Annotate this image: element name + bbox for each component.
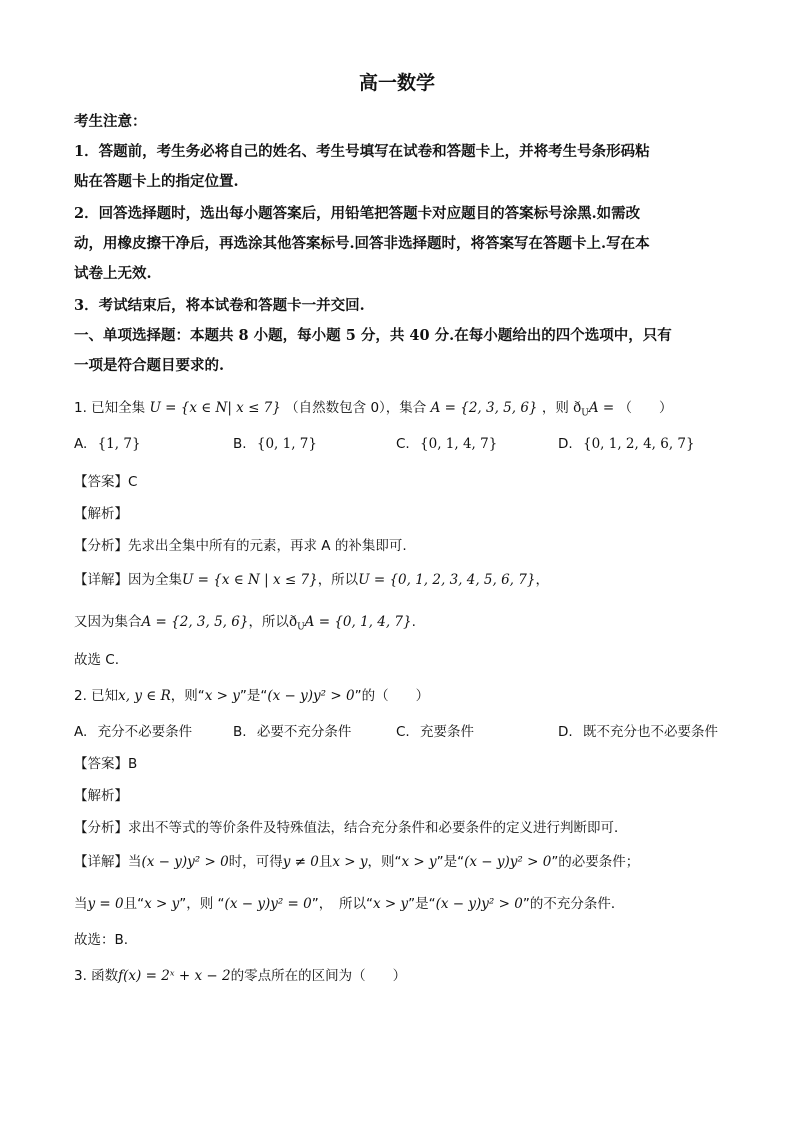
q1-prefix: 1. 已知全集 [74, 400, 146, 416]
xiangjie-tag: 【详解】 [74, 854, 128, 870]
option-label: B. [233, 724, 247, 740]
option-text: 充要条件 [420, 724, 475, 740]
page-title: 高一数学 [358, 72, 435, 94]
text: ”，则 “ [179, 896, 225, 912]
question-3-stem [74, 966, 720, 986]
option-text: 必要不充分条件 [256, 724, 352, 740]
xiangjie-tag: 【详解】 [74, 572, 128, 588]
option-text: {0, 1, 7} [256, 436, 317, 452]
option-text: 充分不必要条件 [97, 724, 193, 740]
text: ，所以 [317, 572, 359, 588]
text: ”的（ ） [354, 688, 430, 704]
text: 3. 函数 [74, 968, 119, 984]
notice-item-2-line-2: 动，用橡皮擦干净后，再选涂其他答案标号.回答非选择题时，将答案写在答题卡上.写在本 [74, 235, 650, 252]
q1-option-c [396, 434, 497, 454]
section-1-line-2: 一项是符合题目要求的. [74, 357, 225, 374]
text: 2. 已知 [74, 688, 119, 704]
math: U = {x ∈ N | x ≤ 7} [182, 572, 318, 588]
text: ，则“ [170, 688, 205, 704]
q1-complement-sub: U [581, 408, 589, 419]
question-1-stem [74, 398, 720, 424]
q1-analysis-tag: 【解析】 [74, 506, 128, 522]
complement-sub: U [297, 622, 305, 633]
notice-heading: 考生注意： [74, 113, 147, 130]
notice-item-1-line-1: 1．答题前，考生务必将自己的姓名、考生号填写在试卷和答题卡上，并将考生号条形码粘 [74, 143, 650, 160]
text: 时，可得 [228, 854, 283, 870]
fenxi-tag: 【分析】 [74, 538, 128, 554]
text: ”是“ [239, 688, 268, 704]
option-label: A. [74, 436, 88, 452]
q2-xiangjie-line-2 [74, 894, 720, 914]
q1-conclusion: 故选 C. [74, 652, 120, 668]
q2-xiangjie-line-1 [74, 852, 720, 872]
notice-item-3: 3．考试结束后，将本试卷和答题卡一并交回. [74, 297, 365, 314]
math: f(x) = 2ˣ + x − 2 [118, 968, 231, 984]
text: 且“ [123, 896, 145, 912]
answer-tag: 【答案】 [74, 474, 128, 490]
option-label: A. [74, 724, 88, 740]
text: . [411, 614, 416, 630]
fenxi-text: 先求出全集中所有的元素，再求 A 的补集即可. [128, 538, 407, 554]
q1-note: （自然数包含 0），集合 [285, 400, 427, 416]
math: y ≠ 0 [282, 854, 319, 870]
option-text: {1, 7} [97, 436, 141, 452]
q1-set-a: A = {2, 3, 5, 6} [430, 400, 538, 416]
option-label: C. [396, 436, 410, 452]
option-text: {0, 1, 2, 4, 6, 7} [582, 436, 695, 452]
math: (x − y)y² > 0 [464, 854, 552, 870]
math: U = {0, 1, 2, 3, 4, 5, 6, 7} [358, 572, 536, 588]
text: 且 [318, 854, 333, 870]
math: x > y [332, 854, 368, 870]
text: ， [535, 572, 549, 588]
option-text: 既不充分也不必要条件 [582, 724, 718, 740]
q2-fenxi [74, 818, 720, 838]
option-label: B. [233, 436, 247, 452]
q2-option-c [396, 722, 474, 742]
question-2-stem [74, 686, 720, 706]
answer-tag: 【答案】 [74, 756, 128, 772]
math: x > y [144, 896, 180, 912]
math: x > y [401, 854, 437, 870]
text: 当 [74, 896, 88, 912]
text: 的零点所在的区间为（ ） [230, 968, 407, 984]
section-1-line-1: 一、单项选择题：本题共 8 小题，每小题 5 分，共 40 分.在每小题给出的四个选项中，只有 [74, 327, 672, 344]
option-text: {0, 1, 4, 7} [420, 436, 498, 452]
text: ，则“ [367, 854, 402, 870]
q1-option-a [74, 434, 141, 454]
math: A = {0, 1, 4, 7} [304, 614, 412, 630]
math: x, y ∈ R [118, 688, 171, 704]
text: 因为全集 [128, 572, 182, 588]
q1-fenxi [74, 536, 720, 556]
option-label: D. [558, 724, 573, 740]
complement-symbol: ð [288, 614, 298, 630]
q2-conclusion: 故选：B. [74, 932, 129, 948]
text: ”的必要条件； [551, 854, 640, 870]
q2-option-a [74, 722, 192, 742]
q1-option-d [558, 434, 695, 454]
q1-complement-tail: A = [588, 400, 615, 416]
q1-xiangjie-line-2 [74, 612, 720, 638]
text: ”的不充分条件． [522, 896, 625, 912]
q2-analysis-tag: 【解析】 [74, 788, 128, 804]
text: 又因为集合 [74, 614, 142, 630]
q2-option-d [558, 722, 718, 742]
option-label: D. [558, 436, 573, 452]
q1-set-u: U = {x ∈ N| x ≤ 7} [149, 400, 281, 416]
answer-value: B [128, 756, 138, 772]
math: (x − y)y² > 0 [435, 896, 523, 912]
q1-xiangjie-line-1 [74, 570, 720, 590]
q2-answer [74, 754, 720, 774]
q2-option-b [233, 722, 351, 742]
answer-value: C [128, 474, 138, 490]
math: (x − y)y² > 0 [267, 688, 355, 704]
q1-complement-symbol: ð [573, 400, 582, 416]
math: y = 0 [87, 896, 124, 912]
math: A = {2, 3, 5, 6} [141, 614, 249, 630]
fenxi-text: 求出不等式的等价条件及特殊值法，结合充分条件和必要条件的定义进行判断即可． [128, 820, 628, 836]
notice-item-2-line-1: 2．回答选择题时，选出每小题答案后，用铅笔把答题卡对应题目的答案标号涂黑.如需改 [74, 205, 641, 222]
text: ，所以 [248, 614, 289, 630]
text: 当 [128, 854, 142, 870]
math: (x − y)y² > 0 [141, 854, 229, 870]
math: x > y [204, 688, 240, 704]
option-label: C. [396, 724, 410, 740]
q1-option-b [233, 434, 317, 454]
text: ”是“ [408, 896, 436, 912]
text: ”， 所以“ [311, 896, 373, 912]
notice-item-1-line-2: 贴在答题卡上的指定位置. [74, 173, 239, 190]
q1-ask: ，则 [541, 400, 569, 416]
notice-item-2-line-3: 试卷上无效. [74, 265, 152, 282]
q1-paren: （ ） [618, 400, 673, 416]
math: (x − y)y² = 0 [224, 896, 312, 912]
q1-answer [74, 472, 720, 492]
fenxi-tag: 【分析】 [74, 820, 128, 836]
math: x > y [373, 896, 409, 912]
text: ”是“ [436, 854, 465, 870]
